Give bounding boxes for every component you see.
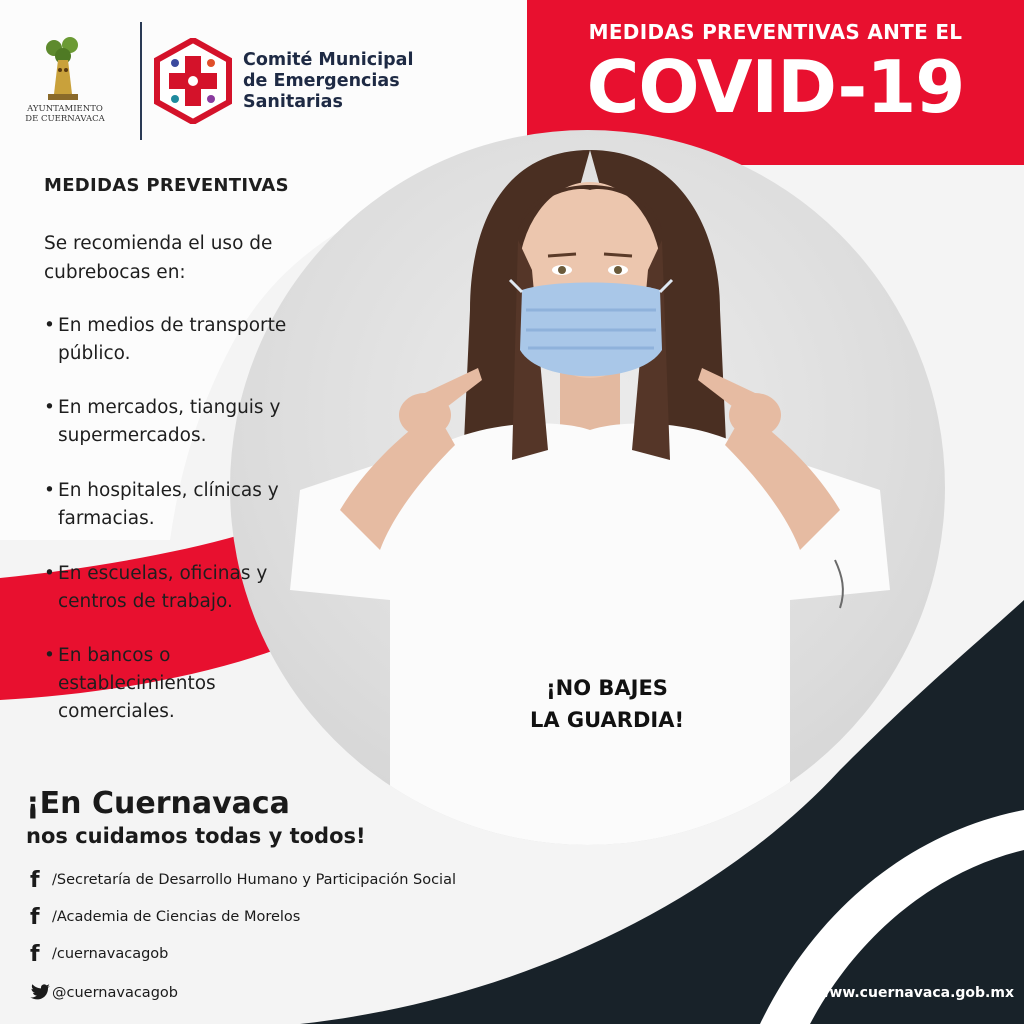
list-item-line: • En escuelas, oficinas y xyxy=(58,563,268,584)
list-item-line: • En bancos o xyxy=(58,645,171,666)
social-link-text: /cuernavacagob xyxy=(52,946,169,962)
intro-text xyxy=(44,229,344,287)
intro-line-1: Se recomienda el uso de xyxy=(44,233,273,254)
banner-title: COVID-19 xyxy=(586,45,965,129)
social-link-cuernavacagob-twitter[interactable] xyxy=(30,980,178,1006)
list-item-line: comerciales. xyxy=(58,701,175,722)
social-link-text: @cuernavacagob xyxy=(52,985,178,1001)
facebook-icon: f xyxy=(30,941,40,967)
comite-line-1: Comité Municipal xyxy=(243,50,414,70)
social-link-secretaria[interactable] xyxy=(30,867,456,893)
intro-line-2: cubrebocas en: xyxy=(44,262,186,283)
list-item-hospitales xyxy=(44,477,358,533)
list-item-line: • En medios de transporte xyxy=(58,315,287,336)
social-link-text: /Academia de Ciencias de Morelos xyxy=(52,909,301,925)
social-link-cuernavacagob-facebook[interactable] xyxy=(30,941,168,967)
list-item-line: público. xyxy=(58,343,131,364)
slogan-line-1: ¡NO BAJES xyxy=(546,676,668,700)
ayuntamiento-label-line-2: DE CUERNAVACA xyxy=(25,114,105,124)
comite-line-2: de Emergencias xyxy=(243,71,400,91)
slogan-line-2: LA GUARDIA! xyxy=(529,708,685,732)
footer-subheadline: nos cuidamos todas y todos! xyxy=(26,824,366,848)
ayuntamiento-label xyxy=(22,104,108,124)
comite-name xyxy=(243,50,413,113)
footer-headline: ¡En Cuernavaca xyxy=(26,786,290,821)
social-link-text: /Secretaría de Desarrollo Humano y Participación Social xyxy=(52,872,456,888)
list-item-line: establecimientos xyxy=(58,673,216,694)
twitter-icon xyxy=(30,981,52,1006)
ayuntamiento-label-line-1: AYUNTAMIENTO xyxy=(27,104,103,114)
list-item-escuelas xyxy=(44,560,358,616)
list-item-line: farmacias. xyxy=(58,508,155,529)
list-item-line: centros de trabajo. xyxy=(58,591,233,612)
ayuntamiento-tree-icon xyxy=(38,36,88,102)
list-item-line: • En hospitales, clínicas y xyxy=(58,480,279,501)
list-item-line: supermercados. xyxy=(58,425,207,446)
banner-subtitle: MEDIDAS PREVENTIVAS ANTE EL xyxy=(588,20,963,44)
comite-logo-icon xyxy=(153,38,233,124)
facebook-icon: f xyxy=(30,904,40,930)
list-item-line: • En mercados, tianguis y xyxy=(58,397,281,418)
header-divider xyxy=(140,22,142,140)
comite-line-3: Sanitarias xyxy=(243,92,343,112)
list-item-transporte xyxy=(44,312,358,368)
facebook-icon: f xyxy=(30,867,40,893)
list-item-mercados xyxy=(44,394,358,450)
section-title: MEDIDAS PREVENTIVAS xyxy=(44,175,289,196)
social-link-academia[interactable] xyxy=(30,904,300,930)
list-item-bancos xyxy=(44,642,358,726)
tshirt-slogan xyxy=(512,672,702,736)
website-link[interactable]: www.cuernavaca.gob.mx xyxy=(816,985,1014,1001)
